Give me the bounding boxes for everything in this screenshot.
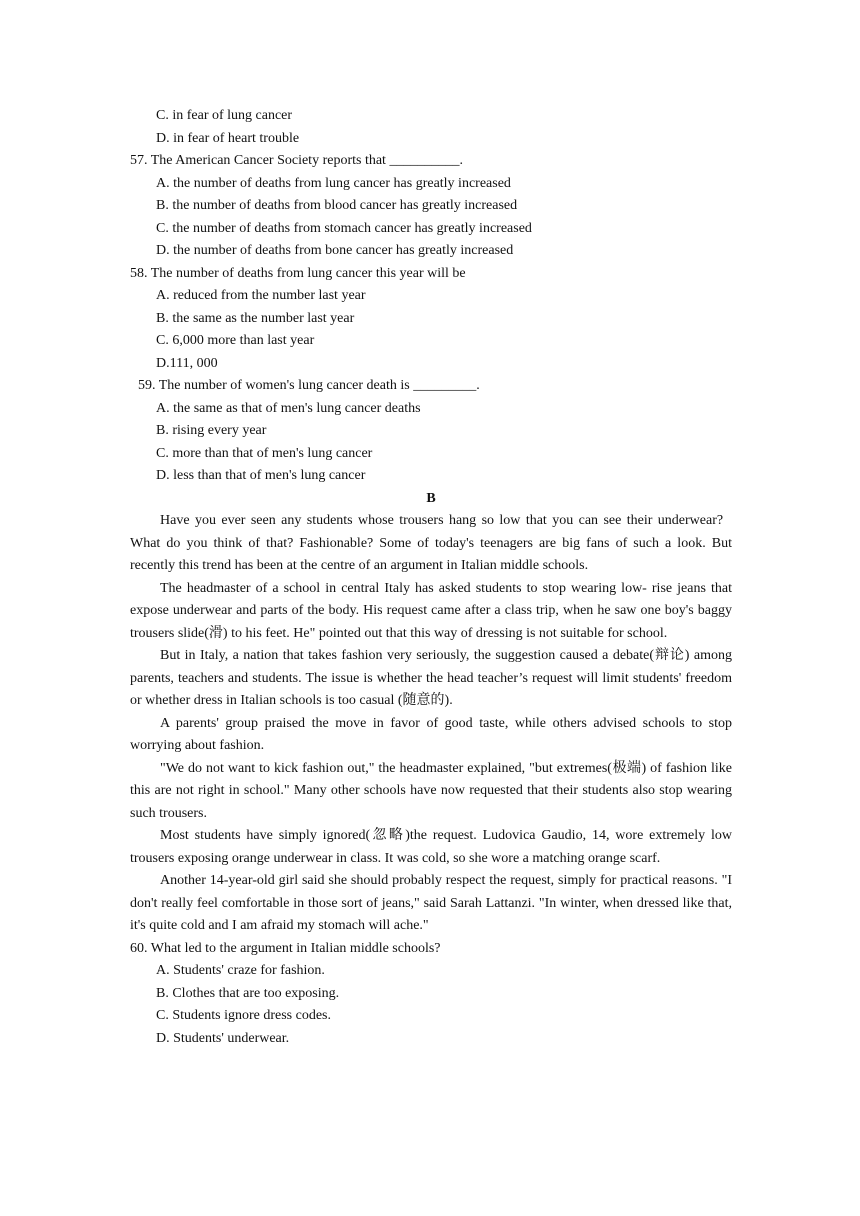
passage-paragraph: Most students have simply ignored(忽略)the request. Ludovica Gaudio, 14, wore extremely low trousers exposing orange underwear in class. It was cold, so she wore a matching orange scarf. <box>130 828 732 866</box>
q60-option-a: A. Students' craze for fashion. <box>156 963 325 978</box>
q57-option-a: A. the number of deaths from lung cancer has greatly increased <box>156 175 511 191</box>
passage-paragraph: The headmaster of a school in central Italy has asked students to stop wearing low- rise jeans that expose underwear and parts of the body. His request came after a class trip, when he saw one boy's baggy trousers slide(滑) to his feet. He" pointed out that this way of dressing is not suitable for school. <box>130 580 732 641</box>
passage-paragraph: Another 14-year-old girl said she should probably respect the request, simply for practical reasons. "I don't really feel comfortable in those sort of jeans," said Sarah Lattanzi. "In winter, when dressed like that, it's quite cold and I am afraid my stomach will ache." <box>130 873 732 933</box>
passage-paragraph: A parents' group praised the move in favor of good taste, while others advised schools to stop worrying about fashion. <box>130 715 732 753</box>
q57-option-b: B. the number of deaths from blood cancer has greatly increased <box>156 198 518 213</box>
q59-stem: 59. The number of women's lung cancer death is _________. <box>138 378 480 393</box>
q57-stem: 57. The American Cancer Society reports that __________. <box>130 153 463 168</box>
q58-option-a: A. reduced from the number last year <box>156 288 366 303</box>
q57-option-d: D. the number of deaths from bone cancer has greatly increased <box>156 243 514 258</box>
passage-paragraph: Have you ever seen any students whose trousers hang so low that you can see their underwear? What do you think of that? Fashionable? Some of today's teenagers are big fans of such a look. But recently this trend has been at the centre of an argument in Italian middle schools. <box>130 513 732 573</box>
q57-option-c: C. the number of deaths from stomach cancer has greatly increased <box>156 220 532 236</box>
q58-option-b: B. the same as the number last year <box>156 310 355 326</box>
q60-stem: 60. What led to the argument in Italian middle schools? <box>130 940 441 956</box>
passage-paragraph: "We do not want to kick fashion out," the headmaster explained, "but extremes(极端) of fashion like this are not right in school." Many other schools have now requested that their students also stop wearing such trousers. <box>130 760 732 821</box>
q58-option-c: C. 6,000 more than last year <box>156 333 315 348</box>
q59-option-a: A. the same as that of men's lung cancer deaths <box>156 400 421 416</box>
q56-option-d: D. in fear of heart trouble <box>156 130 300 146</box>
q59-option-d: D. less than that of men's lung cancer <box>156 468 366 483</box>
passage-paragraph: But in Italy, a nation that takes fashion very seriously, the suggestion caused a debate(辩论) among parents, teachers and students. The issue is whether the head teacher’s request will limit students' freedom or whether dress in Italian schools is too casual (随意的). <box>130 648 732 708</box>
section-heading-b: B <box>426 490 436 506</box>
page-content <box>130 105 732 1050</box>
q59-option-b: B. rising every year <box>156 423 267 438</box>
q58-option-d: D.111, 000 <box>156 355 218 371</box>
q59-option-c: C. more than that of men's lung cancer <box>156 445 373 461</box>
q56-option-c: C. in fear of lung cancer <box>156 108 293 123</box>
q60-option-c: C. Students ignore dress codes. <box>156 1008 331 1023</box>
q58-stem: 58. The number of deaths from lung cancer this year will be <box>130 265 466 281</box>
q60-option-b: B. Clothes that are too exposing. <box>156 985 340 1001</box>
q60-option-d: D. Students' underwear. <box>156 1030 290 1046</box>
